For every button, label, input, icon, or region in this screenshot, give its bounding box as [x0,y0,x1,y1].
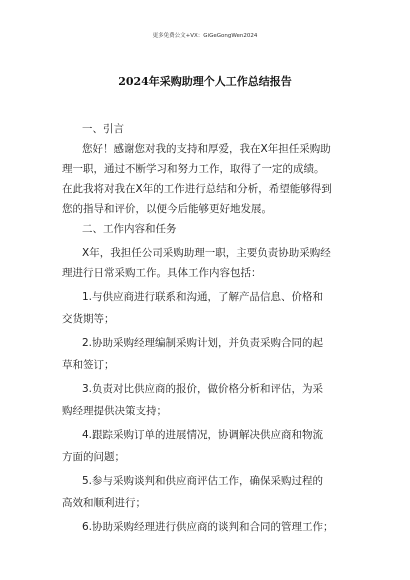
list-item-line: 3.负责对比供应商的报价，做价格分析和评估，为采 [82,383,324,395]
paragraph-line: 您好！感谢您对我的支持和厚爱，我在X年担任采购助 [82,143,331,155]
list-item-line: 方面的问题； [62,451,125,463]
list-item-line: 草和签订； [62,359,115,371]
list-item-line: 2.协助采购经理编制采购计划，并负责采购合同的起 [82,337,324,349]
list-item-line: 交货期等； [62,313,115,325]
list-item-line: 4.跟踪采购订单的进展情况，协调解决供应商和物流 [82,429,324,441]
list-item-line: 1.与供应商进行联系和沟通，了解产品信息、价格和 [82,291,324,303]
header-note: 更多免费公文+VX：GiGeGongWen2024 [152,33,258,39]
document-title: 2024年采购助理个人工作总结报告 [118,75,292,88]
list-item-line: 高效和顺利进行； [62,497,146,509]
section-heading-work-content: 二、工作内容和任务 [82,223,177,235]
paragraph-line: X年，我担任公司采购助理一职，主要负责协助采购经 [82,247,331,259]
section-heading-introduction: 一、引言 [82,123,124,135]
paragraph-line: 理一职，通过不断学习和努力工作，取得了一定的成绩。 [62,163,325,175]
list-item-line: 购经理提供决策支持； [62,405,167,417]
paragraph-line: 您的指导和评价，以便今后能够更好地发展。 [62,203,272,215]
list-item-line: 6.协助采购经理进行供应商的谈判和合同的管理工作； [82,521,334,533]
paragraph-line: 理进行日常采购工作。具体工作内容包括： [62,267,262,279]
paragraph-line: 在此我将对我在X年的工作进行总结和分析，希望能够得到 [62,183,332,195]
list-item-line: 5.参与采购谈判和供应商评估工作，确保采购过程的 [82,475,324,487]
